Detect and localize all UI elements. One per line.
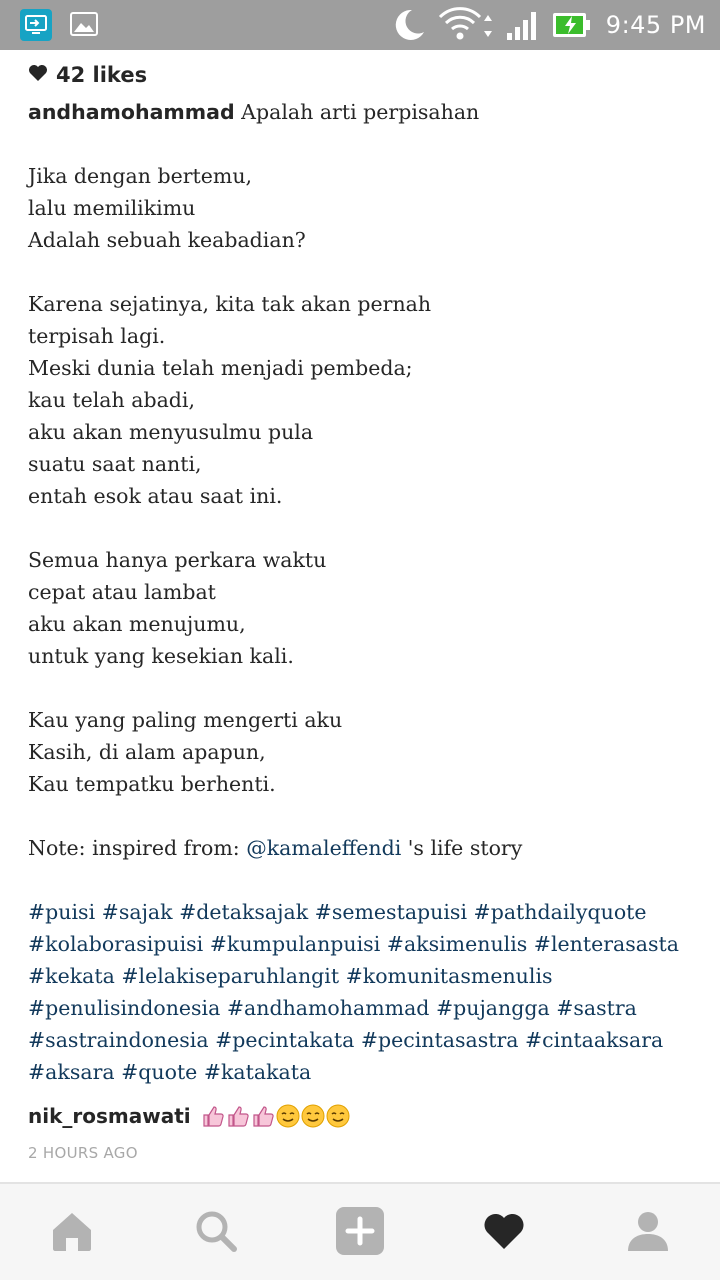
moon-icon [390,6,428,44]
profile-icon [626,1209,670,1257]
mention-link[interactable]: @kamaleffendi [246,836,402,860]
poem-line: lalu memilikimu [28,196,196,220]
likes-row[interactable] [28,58,692,92]
poem-line: Adalah sebuah keabadian? [28,228,306,252]
home-icon [50,1210,94,1256]
comment [28,1096,692,1136]
thumbs-up-icon [251,1104,276,1128]
battery-charging-icon [552,11,592,39]
post-caption [28,96,692,1088]
post-content [28,58,692,1162]
activity-heart-icon [482,1211,526,1255]
poem-line: Jika dengan bertemu, [28,164,253,188]
note-prefix: Note: inspired from: [28,836,247,860]
hashtag-line[interactable]: #penulisindonesia #andhamohammad #pujangga #sastra [28,996,637,1020]
smiling-face-icon [276,1104,301,1128]
stanza [28,160,692,256]
smiling-face-icon [326,1104,351,1128]
stanza [28,288,692,512]
poem-line: aku akan menujumu, [28,612,246,636]
hashtags [28,896,692,1088]
poem-line: kau telah abadi, [28,388,195,412]
poem-line: Kasih, di alam apapun, [28,740,266,764]
heart-icon [28,64,56,86]
nav-search-button[interactable] [171,1198,261,1268]
screen-mirror-icon [20,9,52,41]
poem-line: Meski dunia telah menjadi pembeda; [28,356,413,380]
poem-line: Kau yang paling mengerti aku [28,708,343,732]
poem-line: entah esok atau saat ini. [28,484,283,508]
poem-line: untuk yang kesekian kali. [28,644,294,668]
search-icon [194,1209,238,1257]
status-bar [0,0,720,50]
thumbs-up-icon [226,1104,251,1128]
gallery-icon [70,12,98,36]
clock: 9:45 PM [605,11,706,39]
post-timestamp: 2 HOURS AGO [28,1144,138,1162]
poem-line: cepat atau lambat [28,580,216,604]
poem-line: suatu saat nanti, [28,452,202,476]
author-username[interactable]: andhamohammad [28,100,235,124]
caption-text: Apalah arti perpisahan [241,100,480,124]
hashtag-line[interactable]: #aksara #quote #katakata [28,1060,312,1084]
poem-line: aku akan menyusulmu pula [28,420,314,444]
caption-first-line [28,96,692,128]
nav-home-button[interactable] [27,1198,117,1268]
likes-count[interactable]: 42 likes [56,63,148,87]
comment-username[interactable]: nik_rosmawati [28,1104,191,1128]
bottom-navigation [0,1182,720,1280]
poem-line: Semua hanya perkara waktu [28,548,327,572]
stanza [28,704,692,800]
nav-profile-button[interactable] [603,1198,693,1268]
hashtag-line[interactable]: #kekata #lelakiseparuhlangit #komunitasmenulis [28,964,553,988]
thumbs-up-icon [201,1104,226,1128]
signal-icon [506,9,540,41]
poem-line: Karena sejatinya, kita tak akan pernah [28,292,432,316]
hashtag-line[interactable]: #kolaborasipuisi #kumpulanpuisi #aksimenulis #lenterasasta [28,932,679,956]
hashtag-line[interactable]: #sastraindonesia #pecintakata #pecintasastra #cintaaksara [28,1028,664,1052]
wifi-icon [438,7,496,43]
add-post-icon [335,1206,385,1260]
hashtag-line[interactable]: #puisi #sajak #detaksajak #semestapuisi #pathdailyquote [28,900,647,924]
stanza [28,544,692,672]
note-line [28,832,692,864]
nav-activity-button[interactable] [459,1198,549,1268]
nav-add-post-button[interactable] [315,1198,405,1268]
poem-line: Kau tempatku berhenti. [28,772,276,796]
smiling-face-icon [301,1104,326,1128]
note-suffix: 's life story [401,836,523,860]
poem-line: terpisah lagi. [28,324,166,348]
